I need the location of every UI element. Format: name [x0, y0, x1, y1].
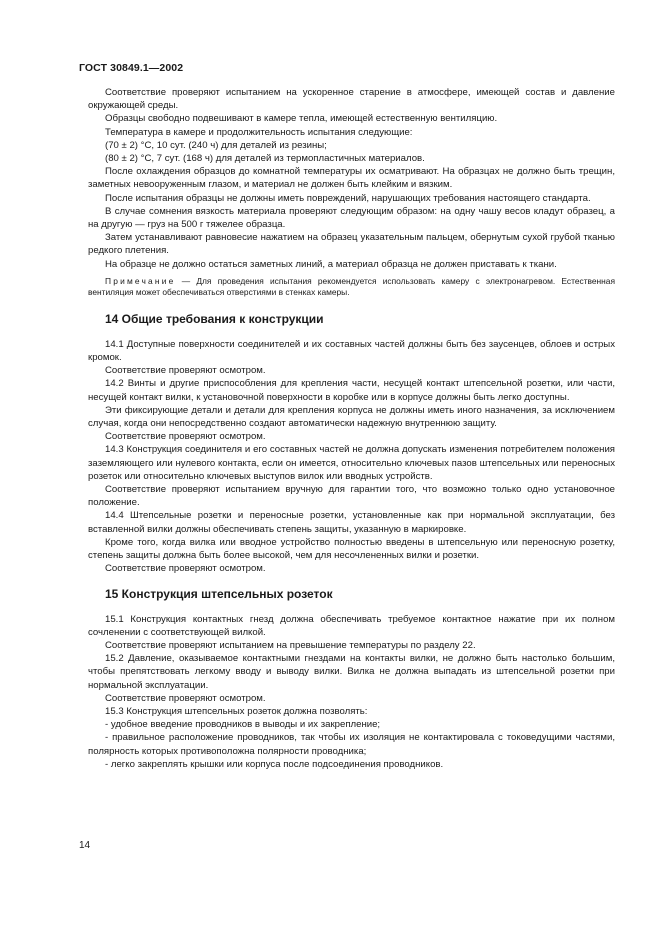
document-header: ГОСТ 30849.1—2002	[79, 62, 184, 74]
section-15-heading: 15 Конструкция штепсельных розеток	[105, 586, 333, 601]
paragraph: Соответствие проверяют испытанием вручную для гарантии того, что возможно только одно установочное положение.	[88, 484, 615, 509]
paragraph: Соответствие проверяют осмотром.	[105, 563, 266, 575]
paragraph: Соответствие проверяют осмотром.	[105, 692, 266, 704]
page-number: 14	[79, 840, 91, 851]
paragraph: 14.4 Штепсельные розетки и переносные розетки, установленные как при нормальной эксплуатации, без вставленной вилки должны обеспечивать степень защиты, указанную в маркировке.	[88, 510, 615, 535]
note	[88, 276, 615, 298]
paragraph: 14.2 Винты и другие приспособления для крепления части, несущей контакт штепсельной розетки, или части, несущей контакт вилки, к установочной поверхности в коробке или в корпусе должны быть легко доступны.	[88, 378, 615, 403]
paragraph: После охлаждения образцов до комнатной температуры их осматривают. На образцах не должно быть трещин, заметных невооруженным глазом, и материал не должен быть клейким и вязким.	[88, 166, 615, 191]
document-body	[88, 86, 615, 771]
paragraph: На образце не должно остаться заметных линий, а материал образца не должен приставать к ткани.	[105, 258, 557, 270]
list-item: - правильное расположение проводников, так чтобы их изоляция не контактировала с токоведущими частями, полярность которых противоположна полярности проводника;	[88, 732, 615, 757]
paragraph: 15.1 Конструкция контактных гнезд должна обеспечивать требуемое контактное нажатие при их полном сочленении с соответствующей вилкой.	[88, 613, 615, 638]
list-item: - легко закреплять крышки или корпуса после подсоединения проводников.	[105, 758, 444, 770]
paragraph: 14.1 Доступные поверхности соединителей и их составных частей должны быть без заусенцев, облоев и острых кромок.	[88, 338, 615, 364]
paragraph: 15.3 Конструкция штепсельных розеток должна позволять:	[105, 705, 368, 717]
paragraph: (70 ± 2) °С, 10 сут. (240 ч) для деталей из резины;	[105, 139, 327, 151]
list-item: - удобное введение проводников в выводы и их закрепление;	[105, 719, 381, 731]
paragraph: (80 ± 2) °С, 7 сут. (168 ч) для деталей из термопластичных материалов.	[105, 153, 425, 165]
paragraph: Соответствие проверяют осмотром.	[105, 365, 266, 377]
paragraph: Затем устанавливают равновесие нажатием на образец указательным пальцем, обернутым сухой грубой тканью редкого плетения.	[88, 232, 615, 257]
paragraph: 15.2 Давление, оказываемое контактными гнездами на контакты вилки, не должно быть настолько большим, чтобы препятствовать легкому вводу и выводу вилки. Вилка не должна выпадать из штепсельной розетки при нормальной эксплуатации.	[88, 653, 615, 691]
paragraph: Соответствие проверяют осмотром.	[105, 431, 266, 443]
paragraph: Температура в камере и продолжительность испытания следующие:	[105, 126, 413, 138]
note-text: — Для проведения испытания рекомендуется использовать камеру с электронагревом. Естественная вентиляция может обеспечиваться отверстиями в стенках камеры.	[88, 275, 615, 297]
section-14-heading: 14 Общие требования к конструкции	[105, 311, 324, 326]
paragraph: В случае сомнения вязкость материала проверяют следующим образом: на одну чашу весов кладут образец, а на другую — груз на 500 г тяжелее образца.	[88, 205, 615, 231]
paragraph: После испытания образцы не должны иметь повреждений, нарушающих требования настоящего стандарта.	[105, 192, 591, 204]
paragraph: Соответствие проверяют испытанием на ускоренное старение в атмосфере, имеющей состав и давление окружающей среды.	[88, 87, 615, 112]
note-label: Примечание	[105, 275, 176, 286]
paragraph: 14.3 Конструкция соединителя и его составных частей не должна допускать изменения потребителем положения заземляющего или нулевого контакта, если он имеется, относительно ключевых пазов штепсельных или переносных розеток или относительно ключевых выступов вилок или вводных устройств.	[88, 444, 615, 482]
paragraph: Соответствие проверяют испытанием на превышение температуры по разделу 22.	[105, 639, 476, 651]
paragraph: Кроме того, когда вилка или вводное устройство полностью введены в штепсельную или переносную розетку, степень защиты должна быть более высокой, чем для несочлененных вилки и розетки.	[88, 536, 615, 562]
paragraph: Образцы свободно подвешивают в камере тепла, имеющей естественную вентиляцию.	[105, 113, 498, 125]
paragraph: Эти фиксирующие детали и детали для крепления корпуса не должны иметь иного назначения, за исключением случая, когда они непосредственно создают автоматически надежную внутреннюю защиту.	[88, 404, 615, 430]
